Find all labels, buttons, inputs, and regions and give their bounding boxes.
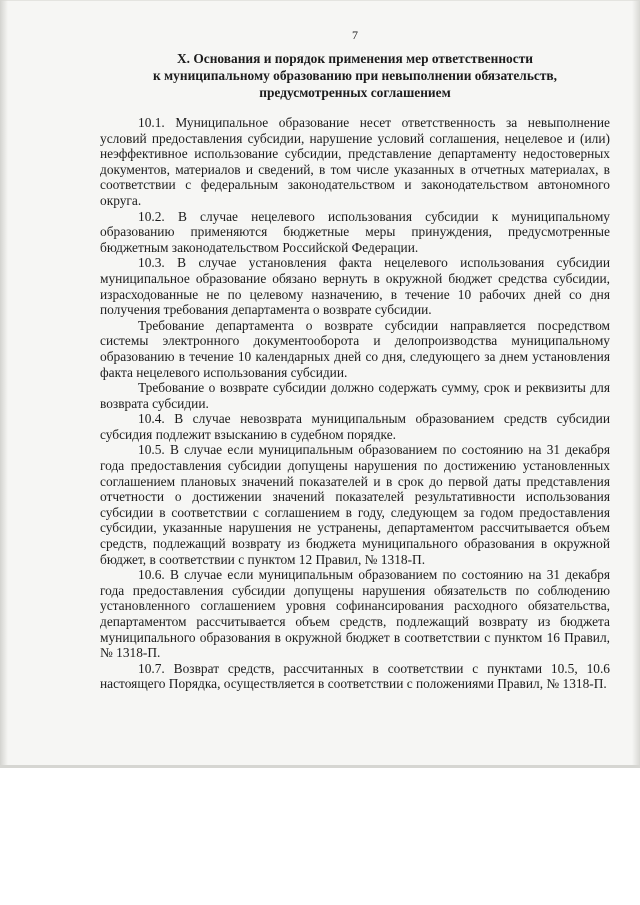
bottom-edge [0, 765, 640, 768]
heading-line: к муниципальному образованию при невыполнении обязательств, [152, 68, 558, 83]
paragraph-10-3: 10.3. В случае установления факта нецелевого использования субсидии муниципальное образование обязано вернуть в окружной бюджет средства субсидии, израсходованные не по целевому назначению, в течение 10 рабочих дней со дня получения требования департамента о возврате субсидии. [100, 255, 610, 318]
left-edge-shadow [0, 0, 8, 768]
paragraph-10-1: 10.1. Муниципальное образование несет ответственность за невыполнение условий предоставления субсидии, нарушение условий соглашения, нецелевое и (или) неэффективное использование субсидии, представление департаменту недостоверных документов, материалов и сведений, в том числе указанных в отчетных материалах, в соответствии с федеральным законодательством и законодательством автономного округа. [100, 115, 610, 208]
paragraph-10-7: 10.7. Возврат средств, рассчитанных в соответствии с пунктами 10.5, 10.6 настоящего Порядка, осуществляется в соответствии с положениями Правил, № 1318-П. [100, 660, 610, 692]
heading-line: X. Основания и порядок применения мер ответственности [176, 51, 533, 66]
paragraph-10-4: 10.4. В случае невозврата муниципальным образованием средств субсидии субсидия подлежит взысканию в судебном порядке. [100, 411, 610, 442]
page-number: 7 [352, 28, 358, 42]
right-edge-shadow [632, 0, 640, 768]
paragraph-10-2: 10.2. В случае нецелевого использования субсидии к муниципальному образованию применяются бюджетные меры принуждения, предусмотренные бюджетным законодательством Российской Федерации. [100, 208, 610, 255]
document-page [100, 28, 610, 692]
paragraph-demand-sending: Требование департамента о возврате субсидии направляется посредством системы электронного документооборота и делопроизводства муниципальному образованию в течение 10 календарных дней со дня, следующего за днем установления факта нецелевого использования субсидии. [100, 317, 610, 380]
section-heading [100, 50, 610, 101]
paragraph-demand-content: Требование о возврате субсидии должно содержать сумму, срок и реквизиты для возврата субсидии. [100, 380, 610, 411]
heading-line: предусмотренных соглашением [259, 85, 451, 100]
paragraph-10-5: 10.5. В случае если муниципальным образованием по состоянию на 31 декабря года предоставления субсидии допущены нарушения по достижению установленных соглашением плановых значений показателей и в срок до первой даты представления отчетности о достижении значений показателей результативности использования субсидии в соответствии с соглашением в году, следующем за годом предоставления субсидии, указанные нарушения не устранены, департаментом рассчитывается объем средств, подлежащий возврату из бюджета муниципального образования в окружной бюджет, в соответствии с пунктом 12 Правил, № 1318-П. [100, 442, 610, 567]
paragraph-10-6: 10.6. В случае если муниципальным образованием по состоянию на 31 декабря года предоставления субсидии допущены нарушения обязательств по соблюдению установленного соглашением уровня софинансирования расходного обязательства, департаментом рассчитывается объем средств, подлежащий возврату из бюджета муниципального образования в окружной бюджет в соответствии с пунктом 16 Правил, № 1318-П. [100, 567, 610, 661]
document-body [100, 115, 610, 692]
